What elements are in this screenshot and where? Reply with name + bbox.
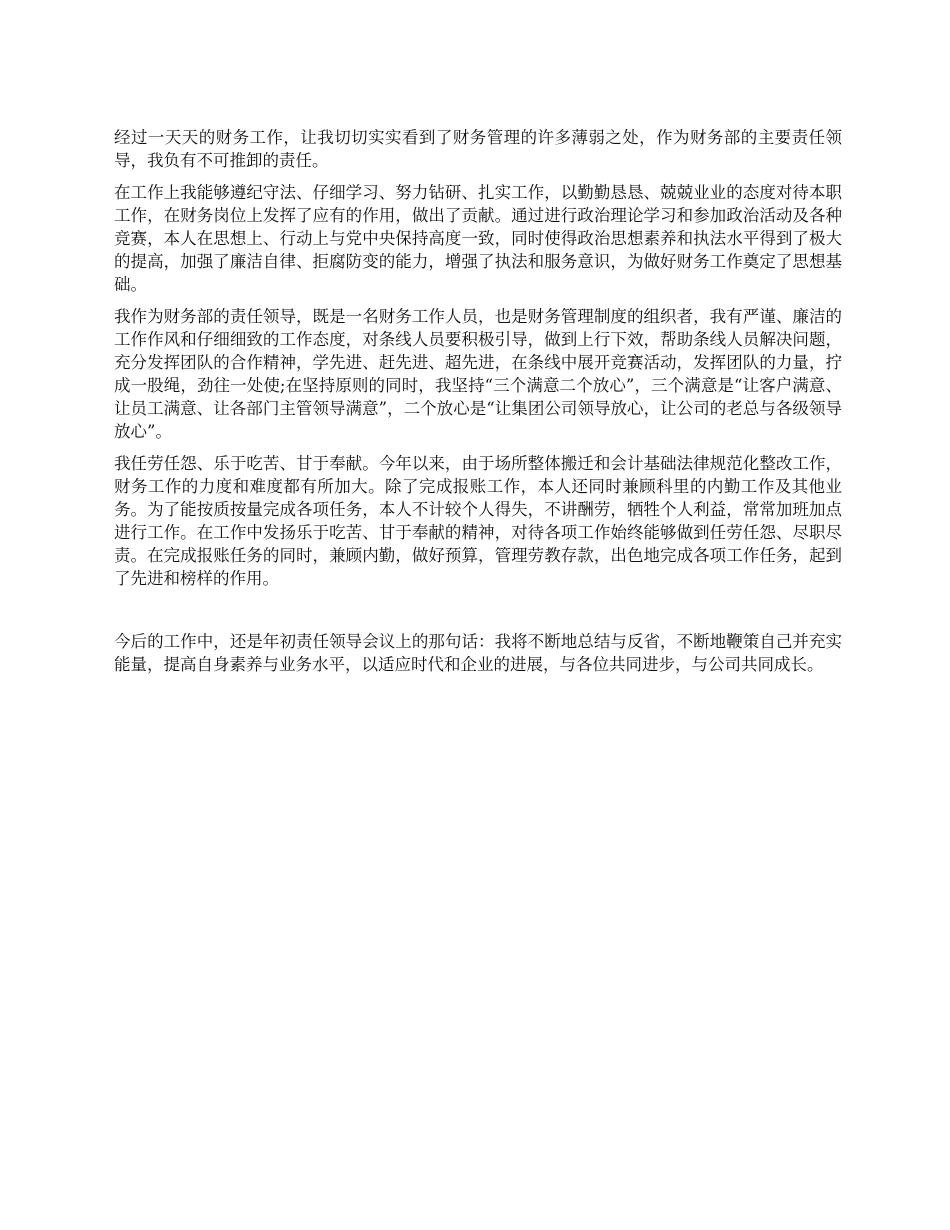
paragraph-2: 在工作上我能够遵纪守法、仔细学习、努力钻研、扎实工作，以勤勤恳恳、兢兢业业的态度对待本职工作，在财务岗位上发挥了应有的作用，做出了贡献。通过进行政治理论学习和参加政治活动及各种竞赛，本人在思想上、行动上与党中央保持高度一致，同时使得政治思想素养和执法水平得到了极大的提高，加强了廉洁自律、拒腐防变的能力，增强了执法和服务意识，为做好财务工作奠定了思想基础。 [114,183,842,294]
document-body [114,126,842,685]
paragraph-3: 我作为财务部的责任领导，既是一名财务工作人员，也是财务管理制度的组织者，我有严谨、廉洁的工作作风和仔细细致的工作态度，对条线人员要积极引导，做到上行下效，帮助条线人员解决问题，充分发挥团队的合作精神，学先进、赶先进、超先进，在条线中展开竞赛活动，发挥团队的力量，拧成一股绳，劲往一处使;在坚持原则的同时，我坚持“三个满意二个放心”，三个满意是“让客户满意、让员工满意、让各部门主管领导满意”，二个放心是“让集团公司领导放心，让公司的老总与各级领导放心”。 [114,307,842,441]
paragraph-1: 经过一天天的财务工作，让我切切实实看到了财务管理的许多薄弱之处，作为财务部的主要责任领导，我负有不可推卸的责任。 [114,128,842,170]
paragraph-5: 今后的工作中，还是年初责任领导会议上的那句话：我将不断地总结与反省，不断地鞭策自己并充实能量，提高自身素养与业务水平，以适应时代和企业的进展，与各位共同进步，与公司共同成长。 [114,632,842,674]
paragraph-4: 我任劳任怨、乐于吃苦、甘于奉献。今年以来，由于场所整体搬迁和会计基础法律规范化整改工作，财务工作的力度和难度都有所加大。除了完成报账工作，本人还同时兼顾科里的内勤工作及其他业务。为了能按质按量完成各项任务，本人不计较个人得失，不讲酬劳，牺牲个人利益，常常加班加点进行工作。在工作中发扬乐于吃苦、甘于奉献的精神，对待各项工作始终能够做到任劳任怨、尽职尽责。在完成报账任务的同时，兼顾内勤，做好预算，管理劳教存款，出色地完成各项工作任务，起到了先进和榜样的作用。 [114,454,842,588]
paragraph-spacer [114,599,842,630]
